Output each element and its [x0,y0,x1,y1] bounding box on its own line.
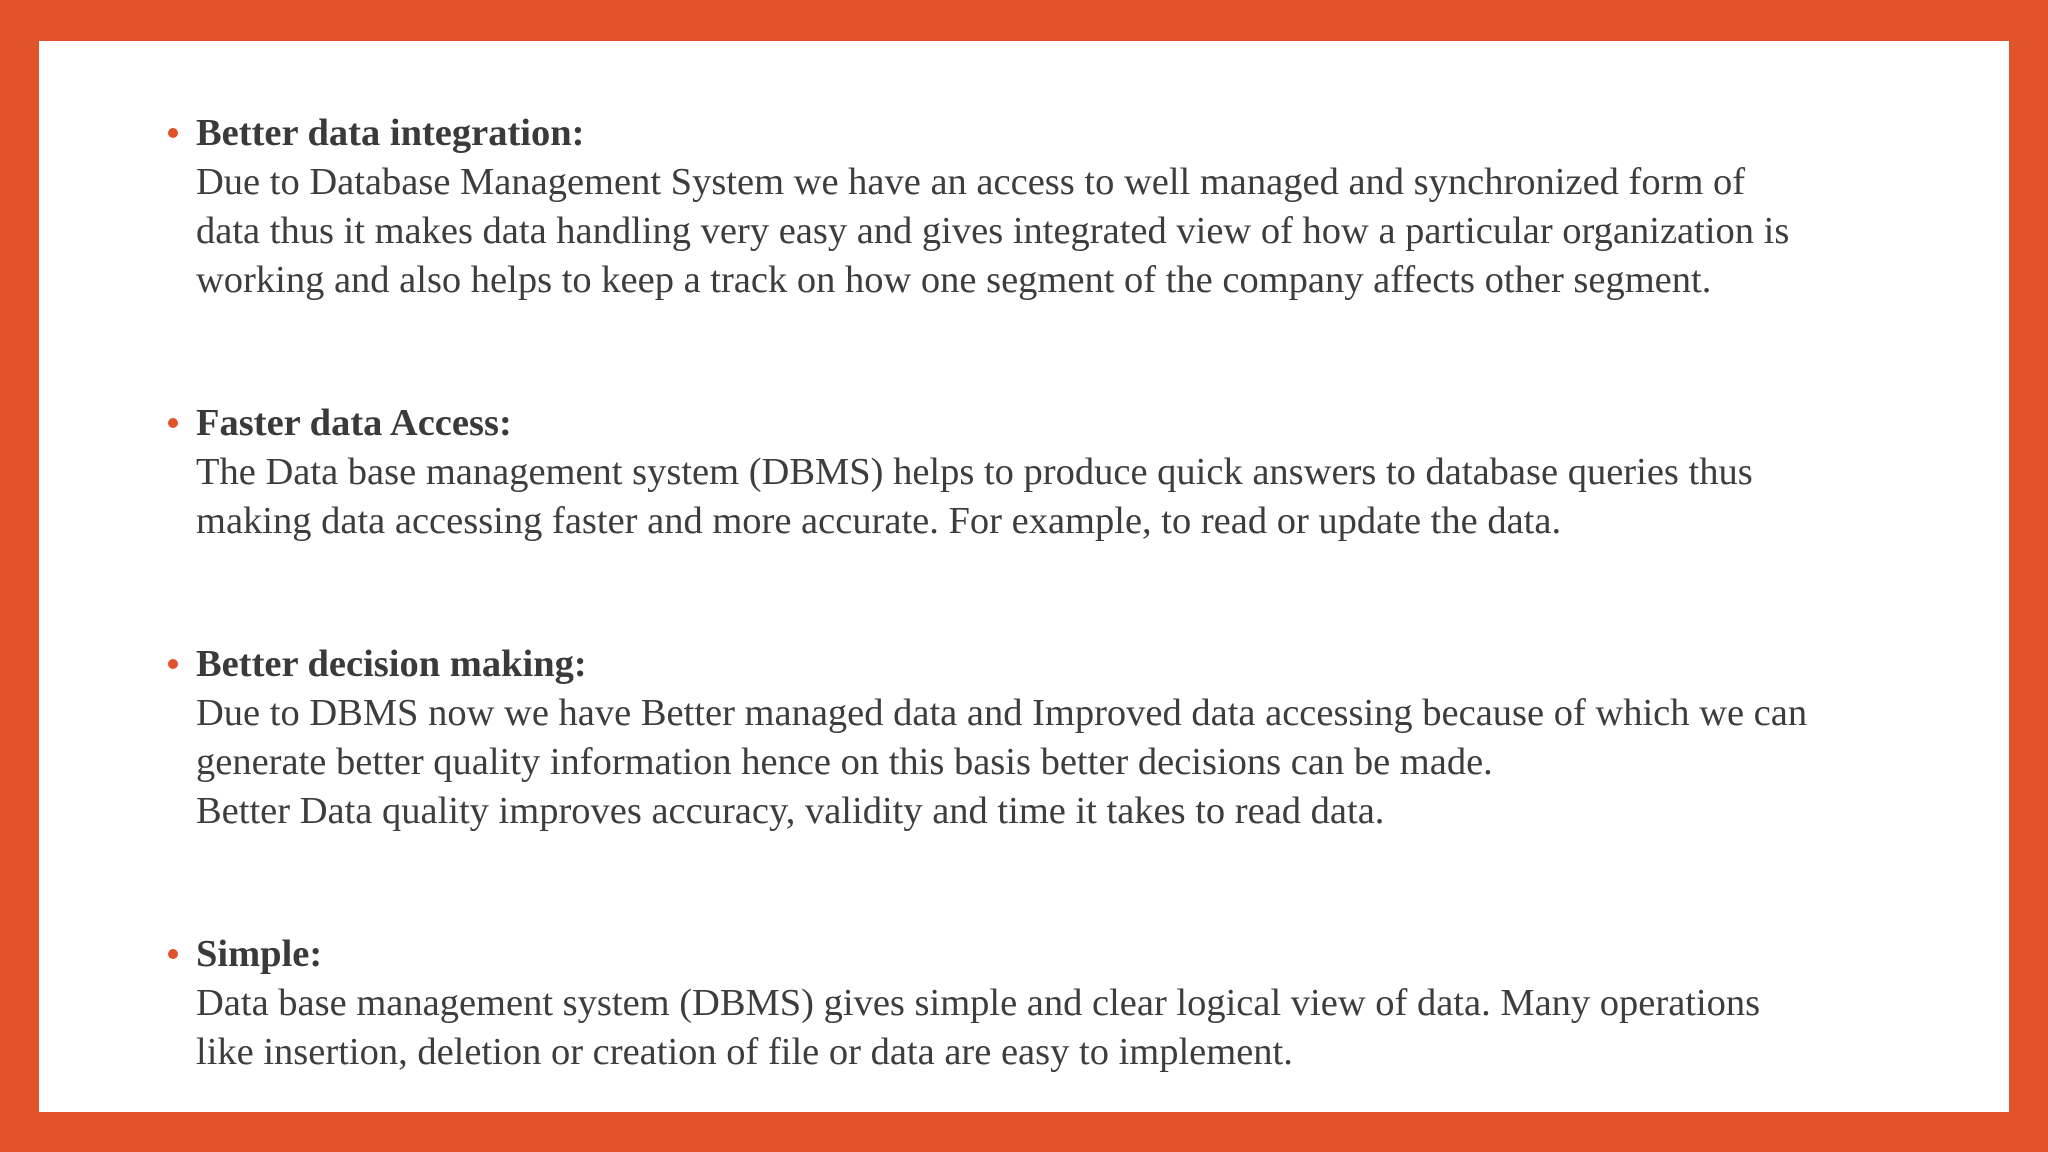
item-text-line: data thus it makes data handling very easy and gives integrated view of how a particular organization is [196,210,1790,252]
item-text-line: working and also helps to keep a track on how one segment of the company affects other segment. [196,259,1712,301]
item-heading: Better decision making: [196,643,587,685]
list-item-simple [196,930,1956,1077]
item-text-line: Due to Database Management System we have an access to well managed and synchronized form of [196,161,1746,203]
list-item-better-decision-making [196,640,1956,836]
bullet-icon [168,949,178,959]
item-heading: Simple: [196,933,323,975]
item-heading: Faster data Access: [196,402,512,444]
item-heading: Better data integration: [196,112,585,154]
item-text-line: Due to DBMS now we have Better managed data and Improved data accessing because of which we can [196,692,1808,734]
item-text-line: Better Data quality improves accuracy, validity and time it takes to read data. [196,790,1385,832]
list-item-better-data-integration [196,109,1956,305]
item-text-line: The Data base management system (DBMS) helps to produce quick answers to database queries thus [196,451,1753,493]
list-item-faster-data-access [196,399,1956,546]
item-text-line: generate better quality information hence on this basis better decisions can be made. [196,741,1493,783]
bullet-icon [168,659,178,669]
bullet-icon [168,418,178,428]
item-text-line: Data base management system (DBMS) gives simple and clear logical view of data. Many operations [196,982,1761,1024]
bullet-icon [168,128,178,138]
slide-canvas [39,41,2009,1112]
item-text-line: like insertion, deletion or creation of file or data are easy to implement. [196,1031,1293,1073]
item-text-line: making data accessing faster and more accurate. For example, to read or update the data. [196,500,1562,542]
bullet-list [196,109,1956,1077]
